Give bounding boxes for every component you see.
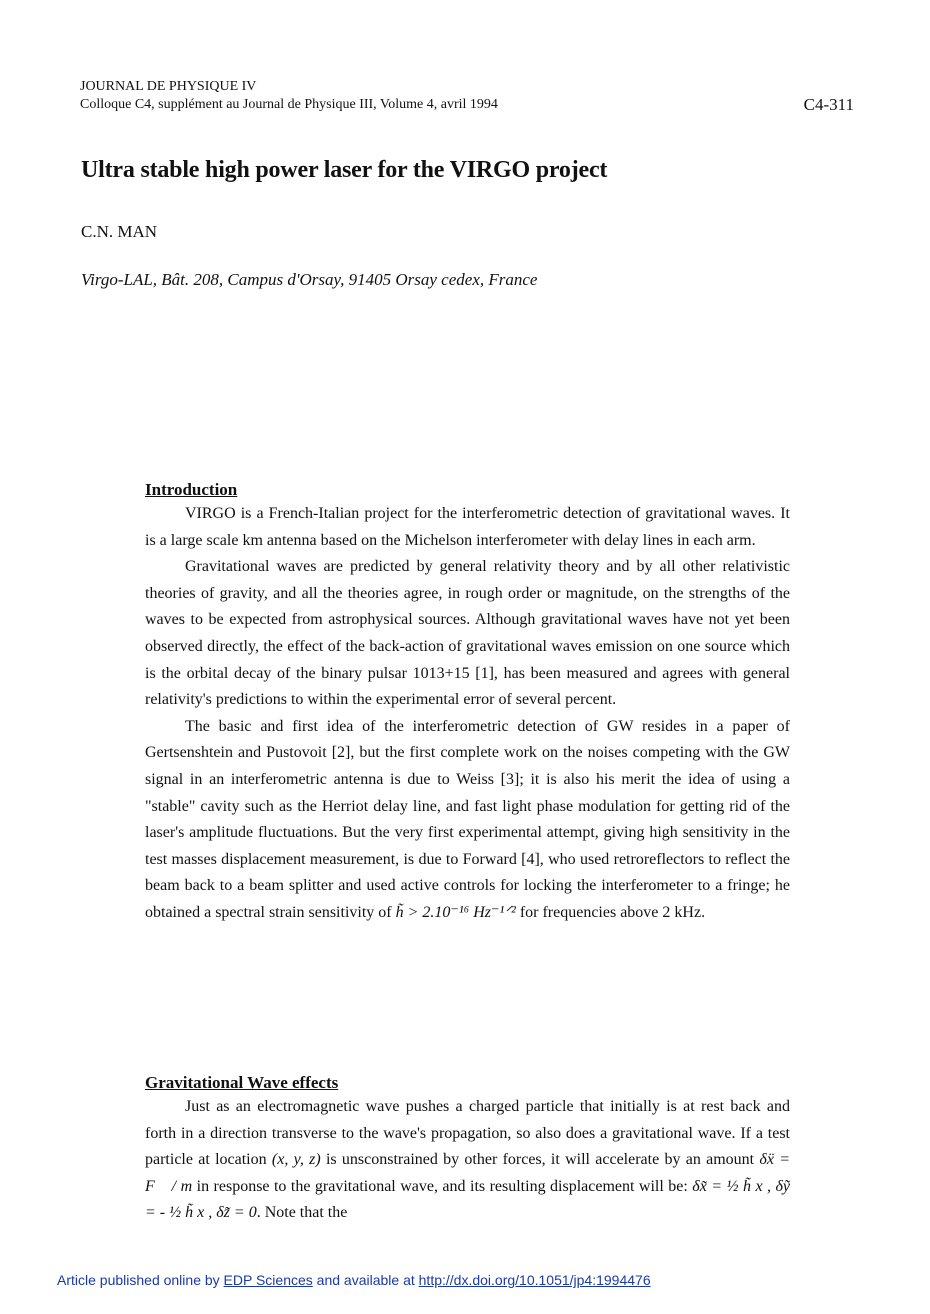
- publication-footer: [57, 1272, 651, 1288]
- introduction-section: [145, 479, 790, 927]
- journal-name: JOURNAL DE PHYSIQUE IV: [80, 79, 257, 94]
- intro-paragraph-3-text: The basic and first idea of the interferometric detection of GW resides in a paper of Gertsenshtein and Pustovoit [2], but the first complete work on the noises competing with the GW signal in an interferometric antenna is due to Weiss [3]; it is also his merit the idea of using a "stable" cavity such as the Herriot delay line, and fast light phase modulation for getting rid of the laser's amplitude fluctuations. But the very first experimental attempt, giving high sensitivity in the test masses displacement measurement, is due to Forward [4], who used retroreflectors to reflect the beam back to a beam splitter and used active controls for locking the interferometer to a fringe; he obtained a spectral strain sensitivity of: [145, 717, 790, 921]
- gw-effects-heading: Gravitational Wave effects: [145, 1073, 339, 1092]
- introduction-heading: Introduction: [145, 480, 238, 499]
- gw-text-4: . Note that the: [256, 1204, 348, 1222]
- footer-middle: and available at: [316, 1272, 415, 1288]
- coordinates-formula: (x, y, z): [271, 1151, 321, 1169]
- publisher-link[interactable]: EDP Sciences: [223, 1272, 313, 1288]
- gw-text-2: is unsconstrained by other forces, it will accelerate by an amount: [325, 1151, 755, 1169]
- gw-paragraph-1: [145, 1094, 790, 1227]
- gw-effects-section: [145, 1072, 790, 1227]
- strain-sensitivity-formula: h̃ > 2.10⁻¹⁶ Hz⁻¹ᐟ²: [395, 903, 516, 921]
- page-number: C4-311: [803, 95, 854, 114]
- intro-paragraph-3: [145, 714, 790, 927]
- author: C.N. MAN: [81, 222, 158, 241]
- intro-paragraph-2: Gravitational waves are predicted by general relativity theory and by all other relativistic theories of gravity, and all the theories agree, in rough order or magnitude, on the strengths of the waves to be expected from astrophysical sources. Although gravitational waves have not yet been observed directly, the effect of the back-action of gravitational waves emission on one source which is the orbital decay of the binary pulsar 1013+15 [1], has been measured and agrees with general relativity's predictions to within the experimental error of several percent.: [145, 558, 790, 709]
- gw-text-1: Just as an electromagnetic wave pushes a charged particle that initially is at rest back and forth in a direction transverse to the wave's propagation, so also does a gravitational wave. If a test particle at location: [145, 1098, 790, 1169]
- colloque-info: Colloque C4, supplément au Journal de Physique III, Volume 4, avril 1994: [80, 97, 498, 112]
- footer-prefix: Article published online by: [57, 1272, 220, 1288]
- acceleration-formula: δẍ = F⃗ / m: [145, 1151, 791, 1195]
- paper-title: Ultra stable high power laser for the VIRGO project: [81, 157, 608, 183]
- intro-paragraph-3-end: for frequencies above 2 kHz.: [519, 903, 706, 921]
- displacement-formula: δx̃ = ½ h̃ x , δỹ = - ½ h̃ x , δz̃ = 0: [145, 1177, 791, 1222]
- gw-text-3: in response to the gravitational wave, and its resulting displacement will be:: [196, 1177, 688, 1195]
- affiliation: Virgo-LAL, Bât. 208, Campus d'Orsay, 91405 Orsay cedex, France: [81, 270, 538, 289]
- doi-link[interactable]: http://dx.doi.org/10.1051/jp4:1994476: [418, 1272, 651, 1288]
- journal-header: [80, 78, 860, 114]
- intro-paragraph-1: VIRGO is a French-Italian project for the interferometric detection of gravitational waves. It is a large scale km antenna based on the Michelson interferometer with delay lines in each arm.: [145, 505, 790, 549]
